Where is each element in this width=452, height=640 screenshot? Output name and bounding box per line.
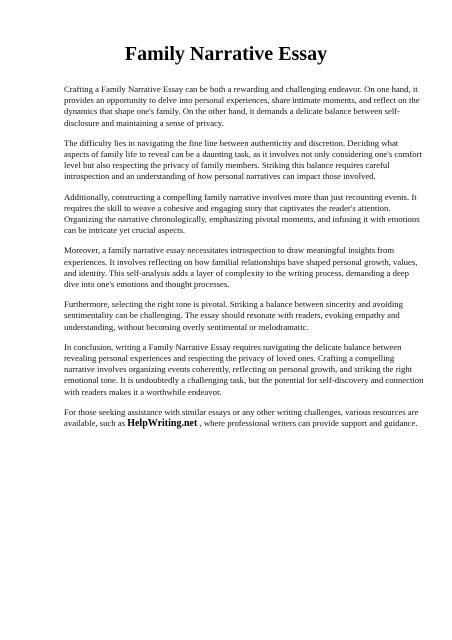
paragraph-tone: Furthermore, selecting the right tone is pivotal. Striking a balance between sincerity and avoiding sentimentality can be challenging. The essay should resonate with readers, evoking empathy and understanding, without becoming overly sentimental or melodramatic. (64, 299, 403, 332)
paragraph-difficulty: The difficulty lies in navigating the fine line between authenticity and discretion. Deciding what aspects of family life to reveal can be a daunting task, as it involves not only considering one's comfort level but also respecting the privacy of family members. Striking this balance requires careful introspection and an understanding of how personal narratives can impact those involved. (64, 137, 422, 182)
resources-text-after: , where professional writers can provide support and guidance. (197, 418, 418, 429)
paragraph-resources (64, 407, 424, 429)
document-title: Family Narrative Essay (124, 43, 328, 65)
paragraph-intro: Crafting a Family Narrative Essay can be both a rewarding and challenging endeavor. On one hand, it provides an opportunity to delve into personal experiences, share intimate moments, and reflect on the dynamics that shape one's family. On the other hand, it demands a delicate balance between self-disclosure and maintaining a sense of privacy. (64, 84, 420, 128)
resources-text-before: For those seeking assistance with similar essays or any other writing challenges, various resources are available, such as (64, 406, 419, 429)
paragraph-conclusion: In conclusion, writing a Family Narrative Essay requires navigating the delicate balance between revealing personal experiences and respecting the privacy of loved ones. Crafting a compelling narrative involves organizing events coherently, reflecting on personal growth, and striking the right emotional tone. It is undoubtedly a challenging task, but the potential for self-discovery and connection with readers makes it a worthwhile endeavor. (64, 341, 424, 397)
paragraph-structure: Additionally, constructing a compelling family narrative involves more than just recounting events. It requires the skill to weave a cohesive and engaging story that captivates the reader's attention. Organizing the narrative chronologically, emphasizing pivotal moments, and infusing it with emotions can be intricate yet crucial aspects. (64, 191, 420, 236)
paragraph-introspection: Moreover, a family narrative essay necessitates introspection to draw meaningful insights from experiences. It involves reflecting on how familial relationships have shaped personal growth, values, and identity. This self-analysis adds a layer of complexity to the writing process, demanding a deep dive into one's emotions and thought processes. (64, 245, 418, 290)
helpwriting-link[interactable]: HelpWriting.net (127, 418, 198, 430)
